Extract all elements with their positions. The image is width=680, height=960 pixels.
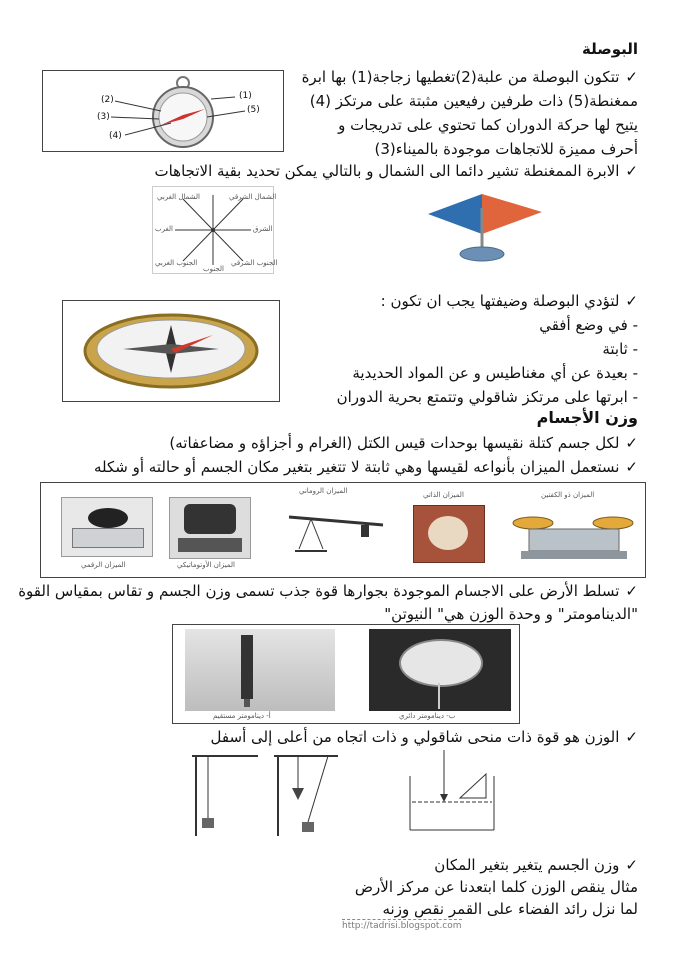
condition-3: - بعيدة عن أي مغناطيس و عن المواد الحديدية [352,364,638,382]
dir-nw: الشمال الغربي [157,193,200,201]
part-label-4: (4) [109,131,122,141]
part-label-5: (5) [247,105,260,115]
condition-4: - ابرتها على مرتكز شاقولي وتتمتع بحرية الدوران [336,388,638,406]
balance-line: ✓ نستعمل الميزان بأنواعه لقيسها وهي ثابتة لا تتغير بتغير مكان الجسم أو حالته أو شكله [94,456,638,478]
digital-balance-image [61,497,153,557]
two-pan-balance-drawing [511,503,635,567]
dir-e: الشرق [253,225,273,233]
compass-parts-figure [42,70,284,152]
dir-se: الجنوب الشرقي [231,259,278,267]
dir-ne: الشمال الشرقي [229,193,277,201]
balance-label-two-pan: الميزان ذو الكفتين [541,491,595,499]
balance-label-digital: الميزان الرقمي [81,561,126,569]
section-title-weight: وزن الأجسام [536,408,638,427]
dir-w: الغرب [155,225,173,233]
mass-line: ✓ لكل جسم كتلة نقيسها بوحدات قيس الكتل (الغرام و أجزاؤه و مضاعفاته) [169,432,638,454]
roman-balance-drawing [281,497,391,561]
magnetic-needle-drawing [420,190,550,270]
compass-line-4: أحرف مميزة للاتجاهات موجودة بالميناء(3) [374,140,638,158]
compass-photo [62,300,280,402]
self-balance-image [413,505,485,563]
part-label-2: (2) [101,95,114,105]
compass-line-3: يتيح لها حركة الدوران كما تحتوي على تدريجات و [338,116,638,134]
balance-label-automatic: الميزان الأوتوماتيكي [177,561,235,569]
conditions-intro: ✓ لتؤدي البوصلة وضيفتها يجب ان تكون : [381,290,638,312]
direction-rose-figure [152,186,278,274]
compass-line-2: ممغنطة(5) ذات طرفين رفيعين مثبتة على مرتكز (4) [309,92,638,110]
compass-line-1: ✓ تتكون البوصلة من علبة(2)تغطيها زجاجة(1) بها ابرة [302,66,638,88]
straight-dynamometer-image [185,629,335,711]
direction-line: ✓ الوزن هو قوة ذات منحى شاقولي و ذات اتجاه من أعلى إلى أسفل [211,726,638,748]
part-label-3: (3) [97,112,110,122]
section-title-compass: البوصلة [581,40,638,58]
balances-figure [40,482,646,578]
caption-circular-dynamometer: ب- دينامومتر دائري [399,712,456,720]
example-line-1: مثال ينقص الوزن كلما ابتعدنا عن مركز الأرض [354,878,638,896]
automatic-balance-image [169,497,251,559]
dynamometers-figure [172,624,520,724]
dir-sw: الجنوب الغربي [155,259,198,267]
condition-1: - في وضع أفقي [539,316,638,334]
force-line-2: "الدينامومتر" و وحدة الوزن هي" النيوتن" [384,605,638,623]
needle-line: ✓ الابرة الممغنطة تشير دائما الى الشمال و بالتالي يمكن تحديد بقية الاتجاهات [154,160,638,182]
balance-label-self: الميزان الذاتي [423,491,464,499]
balance-label-roman: الميزان الروماني [299,487,348,495]
varies-line: ✓ وزن الجسم يتغير بتغير المكان [434,854,638,876]
compass-photo-drawing [63,301,279,401]
example-line-2: لما نزل رائد الفضاء على القمر نقص وزنه [382,900,638,918]
caption-straight-dynamometer: أ- دينامومتر مستقيم [213,712,271,720]
part-label-1: (1) [239,91,252,101]
condition-2: - ثابتة [602,340,638,358]
water-plumb-drawing [404,746,500,836]
plumb-line-drawing [188,748,348,840]
circular-dynamometer-image [369,629,511,711]
source-url[interactable]: http://tadrisi.blogspot.com [342,921,462,931]
dir-s: الجنوب [203,265,224,273]
force-line-1: ✓ تسلط الأرض على الاجسام الموجودة بجوارها قوة جذب تسمى وزن الجسم و تقاس بمقياس القوة [18,580,638,602]
